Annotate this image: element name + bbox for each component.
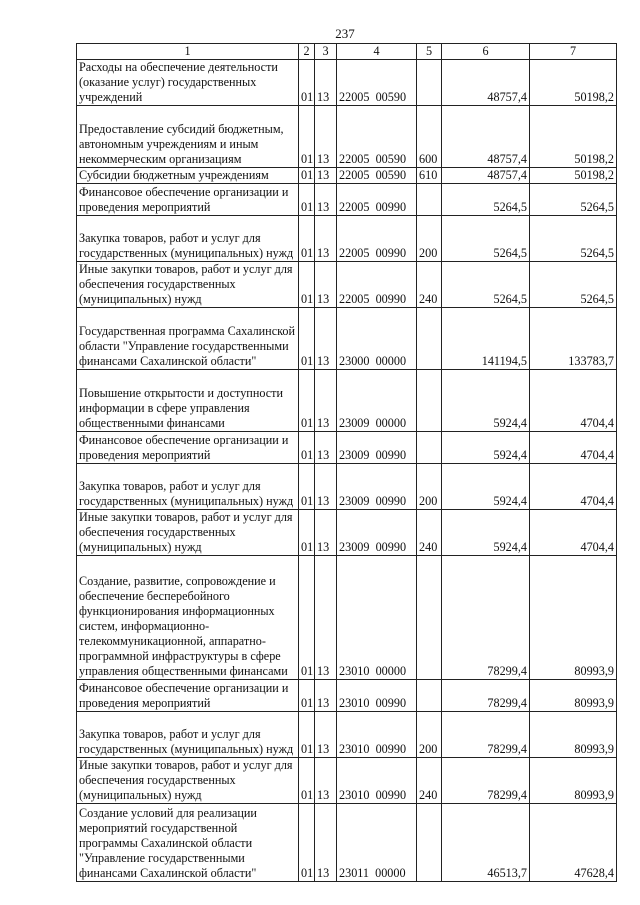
row-name: Закупка товаров, работ и услуг для государственных (муниципальных) нужд (77, 464, 299, 510)
budget-table (76, 43, 617, 882)
row-amount-year1: 78299,4 (442, 680, 530, 712)
row-amount-year1: 5924,4 (442, 464, 530, 510)
row-amount-year2: 5264,5 (530, 184, 617, 216)
row-target-article: 22005 00590 (337, 60, 417, 106)
row-target-article: 23010 00990 (337, 680, 417, 712)
row-amount-year2: 50198,2 (530, 168, 617, 184)
row-amount-year1: 78299,4 (442, 712, 530, 758)
row-target-article: 22005 00990 (337, 216, 417, 262)
row-amount-year2: 133783,7 (530, 308, 617, 370)
row-expense-type: 200 (417, 464, 442, 510)
row-target-article: 23010 00990 (337, 712, 417, 758)
row-amount-year2: 80993,9 (530, 758, 617, 804)
row-target-article: 22005 00590 (337, 106, 417, 168)
table-row (77, 464, 617, 510)
row-expense-type: 600 (417, 106, 442, 168)
row-expense-type (417, 184, 442, 216)
row-amount-year2: 50198,2 (530, 60, 617, 106)
row-amount-year1: 46513,7 (442, 804, 530, 882)
row-section: 01 (299, 556, 315, 680)
row-section: 01 (299, 370, 315, 432)
row-subsection: 13 (315, 216, 337, 262)
row-amount-year2: 5264,5 (530, 216, 617, 262)
row-name: Иные закупки товаров, работ и услуг для обеспечения государственных (муниципальных) нужд (77, 262, 299, 308)
row-amount-year2: 50198,2 (530, 106, 617, 168)
row-amount-year1: 5924,4 (442, 432, 530, 464)
row-section: 01 (299, 262, 315, 308)
header-col-5: 5 (417, 44, 442, 60)
row-section: 01 (299, 432, 315, 464)
row-section: 01 (299, 168, 315, 184)
table-row (77, 216, 617, 262)
row-subsection: 13 (315, 168, 337, 184)
row-name: Закупка товаров, работ и услуг для государственных (муниципальных) нужд (77, 712, 299, 758)
row-expense-type: 610 (417, 168, 442, 184)
row-expense-type (417, 308, 442, 370)
row-name: Создание, развитие, сопровождение и обеспечение бесперебойного функционирования информационных систем, информационно-телекоммуникационной, аппаратно-программной инфраструктуры в сфере управления общественными финансами (77, 556, 299, 680)
row-amount-year2: 5264,5 (530, 262, 617, 308)
row-subsection: 13 (315, 464, 337, 510)
row-name: Закупка товаров, работ и услуг для государственных (муниципальных) нужд (77, 216, 299, 262)
row-section: 01 (299, 60, 315, 106)
row-subsection: 13 (315, 712, 337, 758)
row-amount-year2: 80993,9 (530, 556, 617, 680)
row-section: 01 (299, 106, 315, 168)
table-row (77, 804, 617, 882)
row-target-article: 23010 00990 (337, 758, 417, 804)
row-name: Государственная программа Сахалинской области "Управление государственными финансами Сахалинской области" (77, 308, 299, 370)
row-target-article: 23009 00000 (337, 370, 417, 432)
row-subsection: 13 (315, 308, 337, 370)
row-amount-year1: 5924,4 (442, 370, 530, 432)
row-expense-type (417, 556, 442, 680)
row-target-article: 23011 00000 (337, 804, 417, 882)
row-target-article: 23000 00000 (337, 308, 417, 370)
row-expense-type: 240 (417, 262, 442, 308)
row-amount-year2: 80993,9 (530, 680, 617, 712)
row-subsection: 13 (315, 106, 337, 168)
row-target-article: 22005 00590 (337, 168, 417, 184)
row-section: 01 (299, 680, 315, 712)
row-section: 01 (299, 216, 315, 262)
row-amount-year2: 4704,4 (530, 370, 617, 432)
row-target-article: 23009 00990 (337, 432, 417, 464)
row-subsection: 13 (315, 556, 337, 680)
row-name: Иные закупки товаров, работ и услуг для обеспечения государственных (муниципальных) нужд (77, 758, 299, 804)
row-name: Повышение открытости и доступности информации в сфере управления общественными финансами (77, 370, 299, 432)
row-expense-type (417, 370, 442, 432)
row-subsection: 13 (315, 680, 337, 712)
table-row (77, 712, 617, 758)
row-expense-type (417, 60, 442, 106)
table-row (77, 556, 617, 680)
table-row (77, 60, 617, 106)
table-row (77, 370, 617, 432)
row-name: Финансовое обеспечение организации и проведения мероприятий (77, 432, 299, 464)
row-amount-year1: 78299,4 (442, 556, 530, 680)
row-expense-type (417, 804, 442, 882)
row-amount-year2: 4704,4 (530, 464, 617, 510)
row-amount-year2: 80993,9 (530, 712, 617, 758)
row-subsection: 13 (315, 758, 337, 804)
row-section: 01 (299, 184, 315, 216)
row-section: 01 (299, 758, 315, 804)
row-expense-type: 240 (417, 510, 442, 556)
header-col-7: 7 (530, 44, 617, 60)
table-row (77, 758, 617, 804)
row-subsection: 13 (315, 184, 337, 216)
row-name: Расходы на обеспечение деятельности (оказание услуг) государственных учреждений (77, 60, 299, 106)
row-amount-year1: 5264,5 (442, 216, 530, 262)
row-section: 01 (299, 510, 315, 556)
table-row (77, 262, 617, 308)
header-col-6: 6 (442, 44, 530, 60)
row-subsection: 13 (315, 510, 337, 556)
row-target-article: 23010 00000 (337, 556, 417, 680)
row-target-article: 23009 00990 (337, 464, 417, 510)
row-amount-year2: 4704,4 (530, 510, 617, 556)
row-subsection: 13 (315, 432, 337, 464)
row-target-article: 22005 00990 (337, 184, 417, 216)
row-expense-type (417, 680, 442, 712)
row-amount-year1: 5264,5 (442, 184, 530, 216)
row-subsection: 13 (315, 262, 337, 308)
row-name: Финансовое обеспечение организации и проведения мероприятий (77, 184, 299, 216)
table-row (77, 680, 617, 712)
row-amount-year1: 48757,4 (442, 168, 530, 184)
row-name: Предоставление субсидий бюджетным, автономным учреждениям и иным некоммерческим организациям (77, 106, 299, 168)
row-section: 01 (299, 308, 315, 370)
row-amount-year1: 5264,5 (442, 262, 530, 308)
header-col-2: 2 (299, 44, 315, 60)
row-section: 01 (299, 804, 315, 882)
row-expense-type: 200 (417, 712, 442, 758)
table-row (77, 184, 617, 216)
table-row (77, 432, 617, 464)
row-section: 01 (299, 464, 315, 510)
row-name: Субсидии бюджетным учреждениям (77, 168, 299, 184)
row-subsection: 13 (315, 804, 337, 882)
row-subsection: 13 (315, 60, 337, 106)
table-row (77, 106, 617, 168)
table-row (77, 510, 617, 556)
row-amount-year1: 48757,4 (442, 60, 530, 106)
row-subsection: 13 (315, 370, 337, 432)
table-row (77, 168, 617, 184)
row-amount-year2: 4704,4 (530, 432, 617, 464)
row-expense-type (417, 432, 442, 464)
row-target-article: 22005 00990 (337, 262, 417, 308)
table-row (77, 308, 617, 370)
row-amount-year1: 5924,4 (442, 510, 530, 556)
row-amount-year1: 48757,4 (442, 106, 530, 168)
row-expense-type: 200 (417, 216, 442, 262)
row-name: Иные закупки товаров, работ и услуг для обеспечения государственных (муниципальных) нужд (77, 510, 299, 556)
row-amount-year1: 141194,5 (442, 308, 530, 370)
row-name: Финансовое обеспечение организации и проведения мероприятий (77, 680, 299, 712)
header-col-3: 3 (315, 44, 337, 60)
row-amount-year2: 47628,4 (530, 804, 617, 882)
page-number: 237 (335, 26, 355, 41)
header-col-4: 4 (337, 44, 417, 60)
header-col-1: 1 (77, 44, 299, 60)
row-section: 01 (299, 712, 315, 758)
row-amount-year1: 78299,4 (442, 758, 530, 804)
row-expense-type: 240 (417, 758, 442, 804)
row-target-article: 23009 00990 (337, 510, 417, 556)
row-name: Создание условий для реализации мероприятий государственной программы Сахалинской области "Управление государственными финансами Сахалинской области" (77, 804, 299, 882)
header-row (77, 44, 617, 60)
